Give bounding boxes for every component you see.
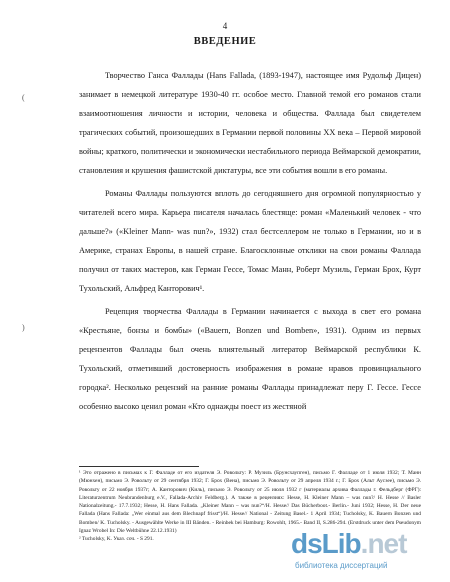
page-number: 4 xyxy=(222,21,228,31)
paragraph-popularity: Романы Фаллады пользуются вплоть до сегодняшнего дня огромной популярностью у читателей всего мира. Карьера писателя началась блестяще: роман «Маленький человек - что дальше?» («Kleiner Mann- was nun?», 1932) стал бестселлером не только в Германии, но и в Америке, странах Европы, в нашей стране. Благосклонные отклики на свои романы Фаллада получил от таких мастеров, как Герман Гессе, Томас Манн, Роберт Музиль, Герман Брох, Курт Тухольский, Альфред Канторович¹. xyxy=(79,189,421,293)
watermark-subtitle: библиотека диссертаций xyxy=(295,561,388,570)
paragraph-intro: Творчество Ганса Фаллады (Hans Fallada, (1893-1947), настоящее имя Рудольф Дицен) занимает в немецкой литературе 1930-40 гг. особое место. Главной темой его романов стали взаимоотношения личности и истории, человека и общества. Фаллада был свидетелем трагических событий, произошедших в Германии первой половины XX века – Первой мировой войны; краткого, политически и экономически нестабильного периода Веймарской демократии, становления и крушения фашистской диктатуры, все эти события вошли в его романы. xyxy=(79,71,421,175)
margin-mark: ( xyxy=(22,93,25,102)
watermark-logo xyxy=(291,529,406,559)
footnote-divider xyxy=(79,466,199,467)
paragraph-reception: Рецепция творчества Фаллады в Германии начинается с выхода в свет его романа «Крестьяне, бонзы и бомбы» («Bauern, Bonzen und Bomben», 1931). Одним из первых рецензентов Фаллады был очень влиятельный литератор Веймарской республики К. Тухольский, отметивший достоверность изображения в романе нравов провинциального городка². Несколько рецензий на ранние романы Фаллады принадлежат перу Г. Гессе. Гессе особенно высоко ценил роман «Кто однажды поест из жестяной xyxy=(79,307,421,411)
body-text xyxy=(79,66,421,416)
watermark xyxy=(291,529,441,577)
margin-mark: ) xyxy=(22,323,25,332)
page-heading: ВВЕДЕНИЕ xyxy=(193,36,257,47)
footnote-1: ¹ Это отражено в письмах к Г. Фалладе от его издателя Э. Ровольту: Р. Музиль (Брунсхаупген), письмо Г. Фалладе от 1 июля 1932; Т. Манн (Мюнхен), письмо Э. Ровольту от 29 сентября 1932; Г. Брох (Вена), письмо Э. Ровольту от 29 апреля 1934 г.; Г. Брох (Альт Аусзее), письмо Э. Ровольту от 22 ноября 1937г; А. Канторович (Киль), письмо Э. Ровольту от 25 июля 1932 г (материалы архива Фаллады г. Фельдберг (ФРГ): Literaturzentrum Neubrandenburg e.V., Fallada-Archiv Feldberg.). А также в рецензиях: Hesse, H. Kleiner Mann – was nun?/ H. Hesse // Basler Nationalzeitung.- 17.7.1932; Hesse, H. Hans Fallada. „Kleiner Mann – was nun?“/H. Hesse// Das Bücherboot.- Berlin.- Juni 1932; Hesse, H. Der neue Fallada (Hans Fallada: „Wer einmal aus dem Blechnapf frisst“)/H. Hesse// National - Zeitung Basel.- 1 April 1934; Tucholsky, K. Bauern Bonzen und Bomben/ K. Tucholsky. - Ausgewählte Werke in III Bänden. - Reinbek bei Hamburg: Rowohlt, 1965.- Band II, S.286-294. (Erstdruck unter dem Pseudonym Ignaz Wrobel In: Die Weltbühne 22.12.1931) xyxy=(79,470,421,535)
watermark-logo-part1: dsLib xyxy=(291,528,361,559)
footnote-2: ² Tucholsky, K. Указ. соч. - S 291. xyxy=(79,536,154,543)
watermark-logo-part2: .net xyxy=(360,528,407,559)
